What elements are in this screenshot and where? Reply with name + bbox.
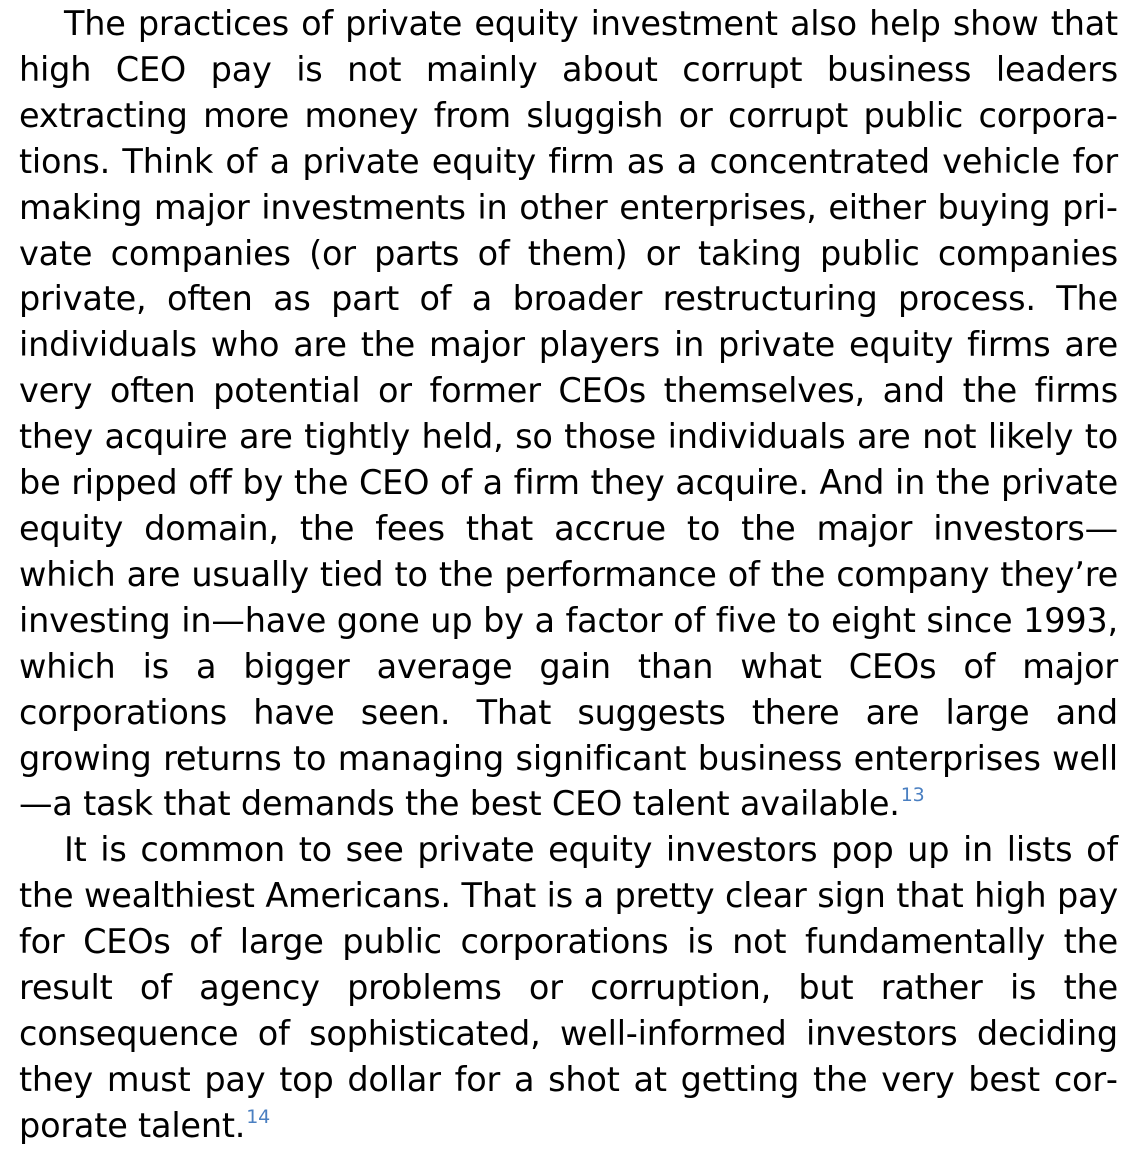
footnote-ref-13[interactable]: 13 bbox=[900, 784, 925, 807]
paragraph-2-text: It is common to see private equity investors pop up in lists of the wealthiest Americans. That is a pretty clear sign that high pay for CEOs of large public corporations is not fundamentally the result of agency problems or corruption, but rather is the consequence of sophisticated, well-informed investors deciding they must pay top dollar for a shot at getting the very best corporate talent. bbox=[19, 830, 1118, 1145]
document-page bbox=[19, 1, 1118, 1149]
paragraph-1-text: The practices of private equity investment also help show that high CEO pay is not mainly about corrupt business leaders extracting more money from sluggish or corrupt public corporations. Think of a private equity firm as a concentrated vehicle for making major investments in other enterprises, either buying private companies (or parts of them) or taking public companies private, often as part of a broader restructuring process. The individuals who are the major players in private equity firms are very often potential or former CEOs themselves, and the firms they acquire are tightly held, so those individuals are not likely to be ripped off by the CEO of a firm they acquire. And in the private equity domain, the fees that accrue to the major investors— which are usually tied to the performance of the company they’re investing in—have gone up by a factor of five to eight since 1993, which is a bigger average gain than what CEOs of major corporations have seen. That suggests there are large and growing returns to managing significant business enterprises well—a task that demands the best CEO talent available. bbox=[19, 4, 1118, 824]
paragraph-2 bbox=[19, 827, 1118, 1148]
paragraph-1 bbox=[19, 1, 1118, 827]
footnote-ref-14[interactable]: 14 bbox=[246, 1105, 271, 1128]
